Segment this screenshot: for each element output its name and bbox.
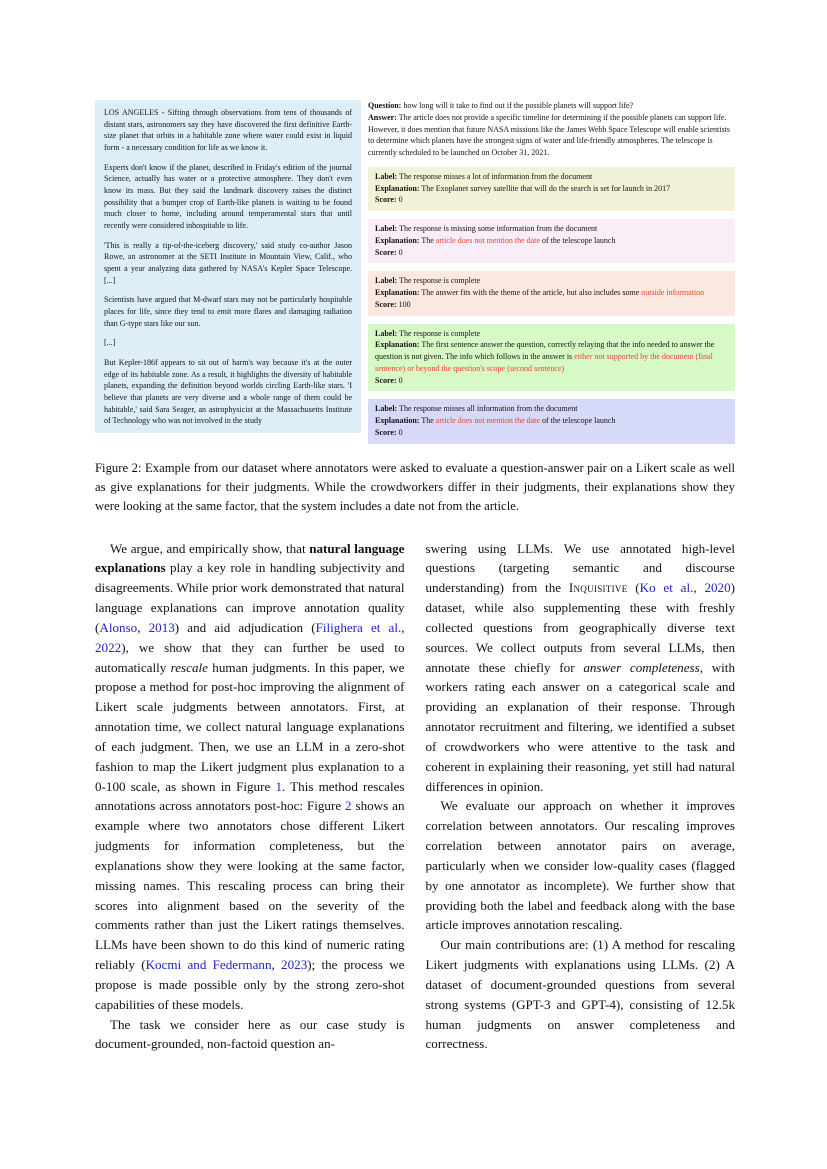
question-text: how long will it take to find out if the possible planets will support life? (403, 101, 634, 110)
score-prefix: Score: (375, 247, 397, 257)
answer-text: The article does not provide a specific timeline for determining if the possible planets can support life. However, it does mention that future NASA missions like the James Webb Space Telescope will enable scientists to determine which planets have the strongest signs of water and life-friendly atmospheres. The telescope is currently scheduled to be launched on October 31, 2021. (368, 112, 730, 157)
explanation-prefix: Explanation: (375, 416, 420, 425)
score-value: 0 (398, 247, 403, 257)
explanation-prefix: Explanation: (375, 340, 420, 350)
label-prefix: Label: (375, 276, 398, 286)
annotation-score-line (375, 194, 728, 206)
label-prefix: Label: (375, 171, 398, 181)
explanation-prefix: Explanation: (375, 288, 420, 297)
answer-line (368, 112, 735, 159)
news-article-panel (95, 100, 361, 433)
label-prefix: Label: (375, 328, 398, 338)
annotation-label-line (375, 171, 728, 183)
annotation-box-2 (368, 219, 735, 263)
annotation-box-4 (368, 324, 735, 392)
explanation-text: The first sentence answer the question, correctly relaying that the info needed to answer the question is not given. The info which follows in the answer is either not supported by the document (final sentence) or beyond the question's scope (second sentence) (375, 340, 715, 373)
annotation-label-line (375, 223, 728, 235)
article-paragraph: But Kepler-186f appears to sit out of harm's way because it's at the outer edge of its habitable zone. As a result, it highlights the diversity of habitable planets, expanding the definition beyond worlds circling Earth-like stars. 'I believe that planets are very diverse and a whole range of them could be habitable,' said Sara Seager, an astrophysicist at the Massachusetts Institute of Technology who was not involved in the study (104, 358, 352, 426)
article-paragraph: Scientists have argued that M-dwarf stars may not be particularly hospitable places for life, since they tend to emit more flares and damaging radiation than G-type stars like our sun. (104, 295, 352, 328)
article-paragraph: 'This is really a tip-of-the-iceberg discovery,' said study co-author Jason Rowe, an astronomer at the SETI Institute in Mountain View, Calif., who spent a year analyzing data gathered by NASA's Kepler Space Telescope. [...] (104, 240, 352, 285)
explanation-text: The article does not mention the date of the telescope launch (421, 416, 616, 425)
article-paragraph: [...] (104, 338, 116, 348)
label-prefix: Label: (375, 224, 398, 233)
explanation-prefix: Explanation: (375, 235, 420, 245)
figure-content (95, 100, 735, 444)
annotation-box-1 (368, 167, 735, 211)
annotation-label-line (375, 328, 728, 340)
annotation-score-line (375, 247, 728, 259)
right-column (426, 539, 736, 1055)
qa-block (368, 100, 735, 159)
score-value: 0 (398, 195, 403, 205)
explanation-text: The Exoplanet survey satellite that will do the search is set for launch in 2017 (421, 183, 671, 193)
qa-and-annotations (368, 100, 735, 444)
left-column (95, 539, 405, 1055)
annotation-explanation-line (375, 339, 728, 374)
body-text (95, 539, 735, 1055)
article-paragraph: LOS ANGELES - Sifting through observations from tens of thousands of distant stars, astronomers say they have discovered the first definitive Earth-size planet that orbits in a habitable zone where water could exist in liquid form - a necessary condition for life as we know it. (104, 108, 352, 153)
label-text: The response misses a lot of information from the document (399, 171, 593, 181)
explanation-text: The article does not mention the date of the telescope launch (421, 235, 616, 245)
label-text: The response is missing some information from the document (399, 224, 598, 233)
body-paragraph: Our main contributions are: (1) A method for rescaling Likert judgments with explanations using LLMs. (2) A dataset of document-grounded questions from several strong systems (GPT-3 and GPT-4), consisting of 12.5k human judgments on answer completeness and correctness. (425, 937, 735, 1052)
body-paragraph: We argue, and empirically show, that natural language explanations play a key role in handling subjectivity and disagreements. While prior work demonstrated that natural language explanations can improve annotation quality (Alonso, 2013) and aid adjudication (Filighera et al., 2022), we show that they can further be used to automatically rescale human judgments. In this paper, we propose a method for post-hoc improving the alignment of Likert scale judgments between annotators. First, at annotation time, we collect natural language explanations of each judgment. Then, we use an LLM in a zero-shot fashion to map the Likert judgment plus explanation to a 0-100 scale, as shown in Figure 1. This method rescales annotations across annotators post-hoc: Figure 2 shows an example where two annotators chose different Likert judgments for information completeness, but the explanations show they were looking at the same factor, missing names. This rescaling process can bring their scores into alignment based on the severity of the comments rather than just the Likert ratings themselves. LLMs have been shown to do this kind of numeric rating reliably (Kocmi and Federmann, 2023); the process we propose is made possible only by the strong zero-shot capabilities of these models. (95, 540, 405, 1012)
score-value: 100 (398, 299, 411, 309)
annotation-label-line (375, 275, 728, 287)
article-paragraph: Experts don't know if the planet, described in Friday's edition of the journal Science, actually has water or a protective atmosphere. They don't even know its mass. But they said the landmark discovery raises the distinct possibility that a bumper crop of Earth-like planets is waiting to be found much closer to home, including around temperamental stars that until recently were considered inhospitable to life. (104, 162, 352, 231)
figure-2 (95, 100, 735, 516)
label-text: The response misses all information from the document (399, 404, 578, 414)
annotation-score-line (375, 375, 728, 387)
label-text: The response is complete (399, 328, 481, 338)
explanation-text: The answer fits with the theme of the article, but also includes some outside information (421, 288, 705, 297)
annotation-explanation-line (375, 183, 728, 195)
annotation-explanation-line (375, 235, 728, 247)
annotation-score-line (375, 299, 728, 311)
score-prefix: Score: (375, 375, 397, 385)
question-label: Question: (368, 101, 402, 110)
annotation-label-line (375, 403, 728, 415)
annotation-explanation-line (375, 415, 728, 427)
label-prefix: Label: (375, 404, 398, 414)
score-prefix: Score: (375, 195, 397, 205)
score-prefix: Score: (375, 299, 397, 309)
label-text: The response is complete (399, 276, 481, 286)
answer-label: Answer: (368, 112, 397, 122)
annotation-box-3 (368, 271, 735, 315)
body-paragraph: swering using LLMs. We use annotated high-level questions (targeting semantic and discourse understanding) from the Inquisitive (Ko et al., 2020) dataset, while also supplementing these with freshly collected questions from geographically diverse text sources. We collect outputs from several LLMs, then annotate these chiefly for answer completeness, with workers rating each answer on a categorical scale and providing an explanation of their response. Through annotator recruitment and filtering, we identified a subset of crowdworkers who were attentive to the task and coherent in explaining their reasoning, yet still had natural differences in opinion. (425, 540, 736, 794)
question-line (368, 100, 735, 112)
score-value: 0 (398, 427, 403, 437)
annotation-score-line (375, 427, 728, 439)
annotation-box-5 (368, 399, 735, 443)
figure-caption: Figure 2: Example from our dataset where annotators were asked to evaluate a question-answer pair on a Likert scale as well as give explanations for their judgments. While the crowdworkers differ in their judgments, their explanations show they were looking at the same factor, that the system includes a date not from the article. (95, 460, 735, 513)
score-prefix: Score: (375, 427, 397, 437)
body-paragraph: We evaluate our approach on whether it improves correlation between annotators. Our rescaling improves correlation between annotator pairs on average, particularly when we consider low-quality cases (flagged by one annotator as incomplete). We further show that providing both the label and feedback along with the base article improves annotation rescaling. (425, 798, 735, 933)
annotation-explanation-line (375, 287, 728, 299)
explanation-prefix: Explanation: (375, 183, 420, 193)
body-paragraph: The task we consider here as our case study is document-grounded, non-factoid question an- (95, 1016, 405, 1052)
score-value: 0 (398, 375, 403, 385)
